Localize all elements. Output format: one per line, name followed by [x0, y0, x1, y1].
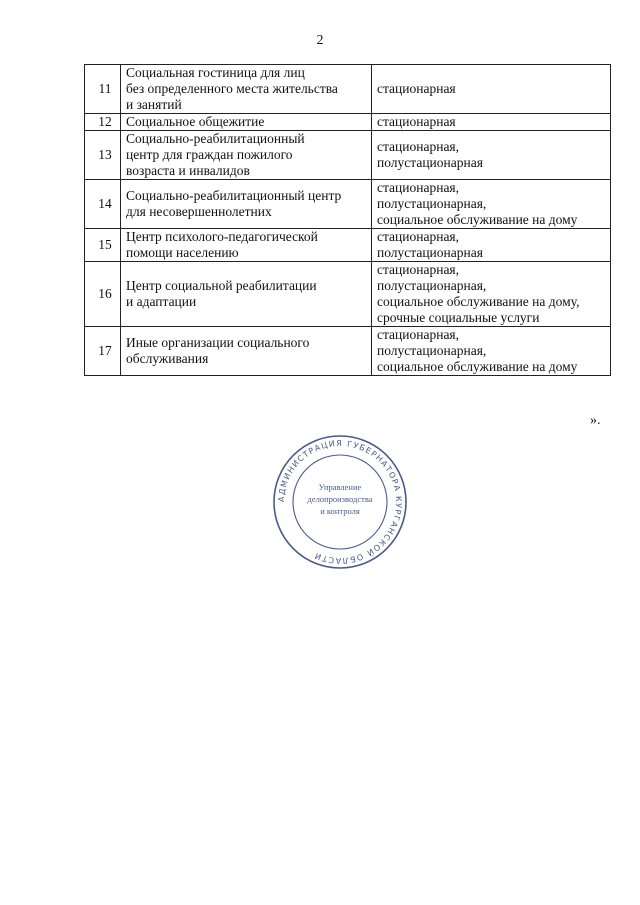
- service-form-cell: [372, 262, 611, 327]
- service-form-line: стационарная: [377, 114, 456, 129]
- organization-name-cell: [121, 327, 372, 376]
- seal-center-line-2: делопроизводства: [307, 494, 373, 504]
- service-form-line: стационарная,: [377, 327, 460, 342]
- row-number: 13: [85, 131, 121, 180]
- service-form-line: социальное обслуживание на дому: [377, 359, 578, 374]
- row-number: 15: [85, 229, 121, 262]
- organization-name-line: Центр психолого-педагогической: [126, 229, 318, 244]
- service-form-cell: [372, 65, 611, 114]
- organization-name-cell: [121, 262, 372, 327]
- row-number: 17: [85, 327, 121, 376]
- organization-name-line: без определенного места жительства: [126, 81, 338, 96]
- service-form-cell: [372, 114, 611, 131]
- service-form-line: полустационарная,: [377, 196, 487, 211]
- organization-name-line: и занятий: [126, 97, 182, 112]
- row-number: 12: [85, 114, 121, 131]
- organization-name-line: Социальное общежитие: [126, 114, 265, 129]
- service-form-line: срочные социальные услуги: [377, 310, 540, 325]
- service-form-line: стационарная,: [377, 139, 460, 154]
- service-form-line: полустационарная,: [377, 278, 487, 293]
- table-row: [85, 114, 611, 131]
- official-seal-stamp: [270, 432, 410, 572]
- service-form-line: стационарная,: [377, 262, 460, 277]
- organizations-table: [84, 64, 611, 376]
- page-number: 2: [316, 33, 324, 48]
- table-body: [85, 65, 611, 376]
- organization-name-line: Социальная гостиница для лиц: [126, 65, 305, 80]
- table-row: [85, 262, 611, 327]
- organization-name-line: центр для граждан пожилого: [126, 147, 293, 162]
- organization-name-line: Центр социальной реабилитации: [126, 278, 317, 293]
- service-form-line: социальное обслуживание на дому: [377, 212, 578, 227]
- seal-center-line-1: Управление: [318, 482, 362, 492]
- service-form-cell: [372, 180, 611, 229]
- organization-name-line: помощи населению: [126, 245, 239, 260]
- organization-name-cell: [121, 114, 372, 131]
- organization-name-line: для несовершеннолетних: [126, 204, 272, 219]
- service-form-cell: [372, 327, 611, 376]
- table-row: [85, 229, 611, 262]
- table-row: [85, 327, 611, 376]
- table-row: [85, 65, 611, 114]
- organization-name-line: обслуживания: [126, 351, 209, 366]
- service-form-cell: [372, 229, 611, 262]
- organization-name-line: Социально-реабилитационный: [126, 131, 305, 146]
- service-form-line: стационарная,: [377, 180, 460, 195]
- organization-name-line: Социально-реабилитационный центр: [126, 188, 342, 203]
- row-number: 14: [85, 180, 121, 229]
- service-form-line: полустационарная: [377, 155, 483, 170]
- service-form-line: полустационарная: [377, 245, 483, 260]
- row-number: 16: [85, 262, 121, 327]
- seal-center-line-3: и контроля: [320, 506, 360, 516]
- organization-name-line: Иные организации социального: [126, 335, 310, 350]
- service-form-line: стационарная: [377, 81, 456, 96]
- service-form-line: полустационарная,: [377, 343, 487, 358]
- organization-name-cell: [121, 65, 372, 114]
- table-row: [85, 131, 611, 180]
- organization-name-cell: [121, 131, 372, 180]
- service-form-cell: [372, 131, 611, 180]
- row-number: 11: [85, 65, 121, 114]
- seal-ring-text: АДМИНИСТРАЦИЯ ГУБЕРНАТОРА КУРГАНСКОЙ ОБЛАСТИ: [276, 438, 404, 566]
- organization-name-cell: [121, 229, 372, 262]
- service-form-line: стационарная,: [377, 229, 460, 244]
- organization-name-line: возраста и инвалидов: [126, 163, 250, 178]
- organization-name-line: и адаптации: [126, 294, 197, 309]
- table-row: [85, 180, 611, 229]
- service-form-line: социальное обслуживание на дому,: [377, 294, 580, 309]
- closing-quote-mark: ».: [590, 413, 601, 428]
- organization-name-cell: [121, 180, 372, 229]
